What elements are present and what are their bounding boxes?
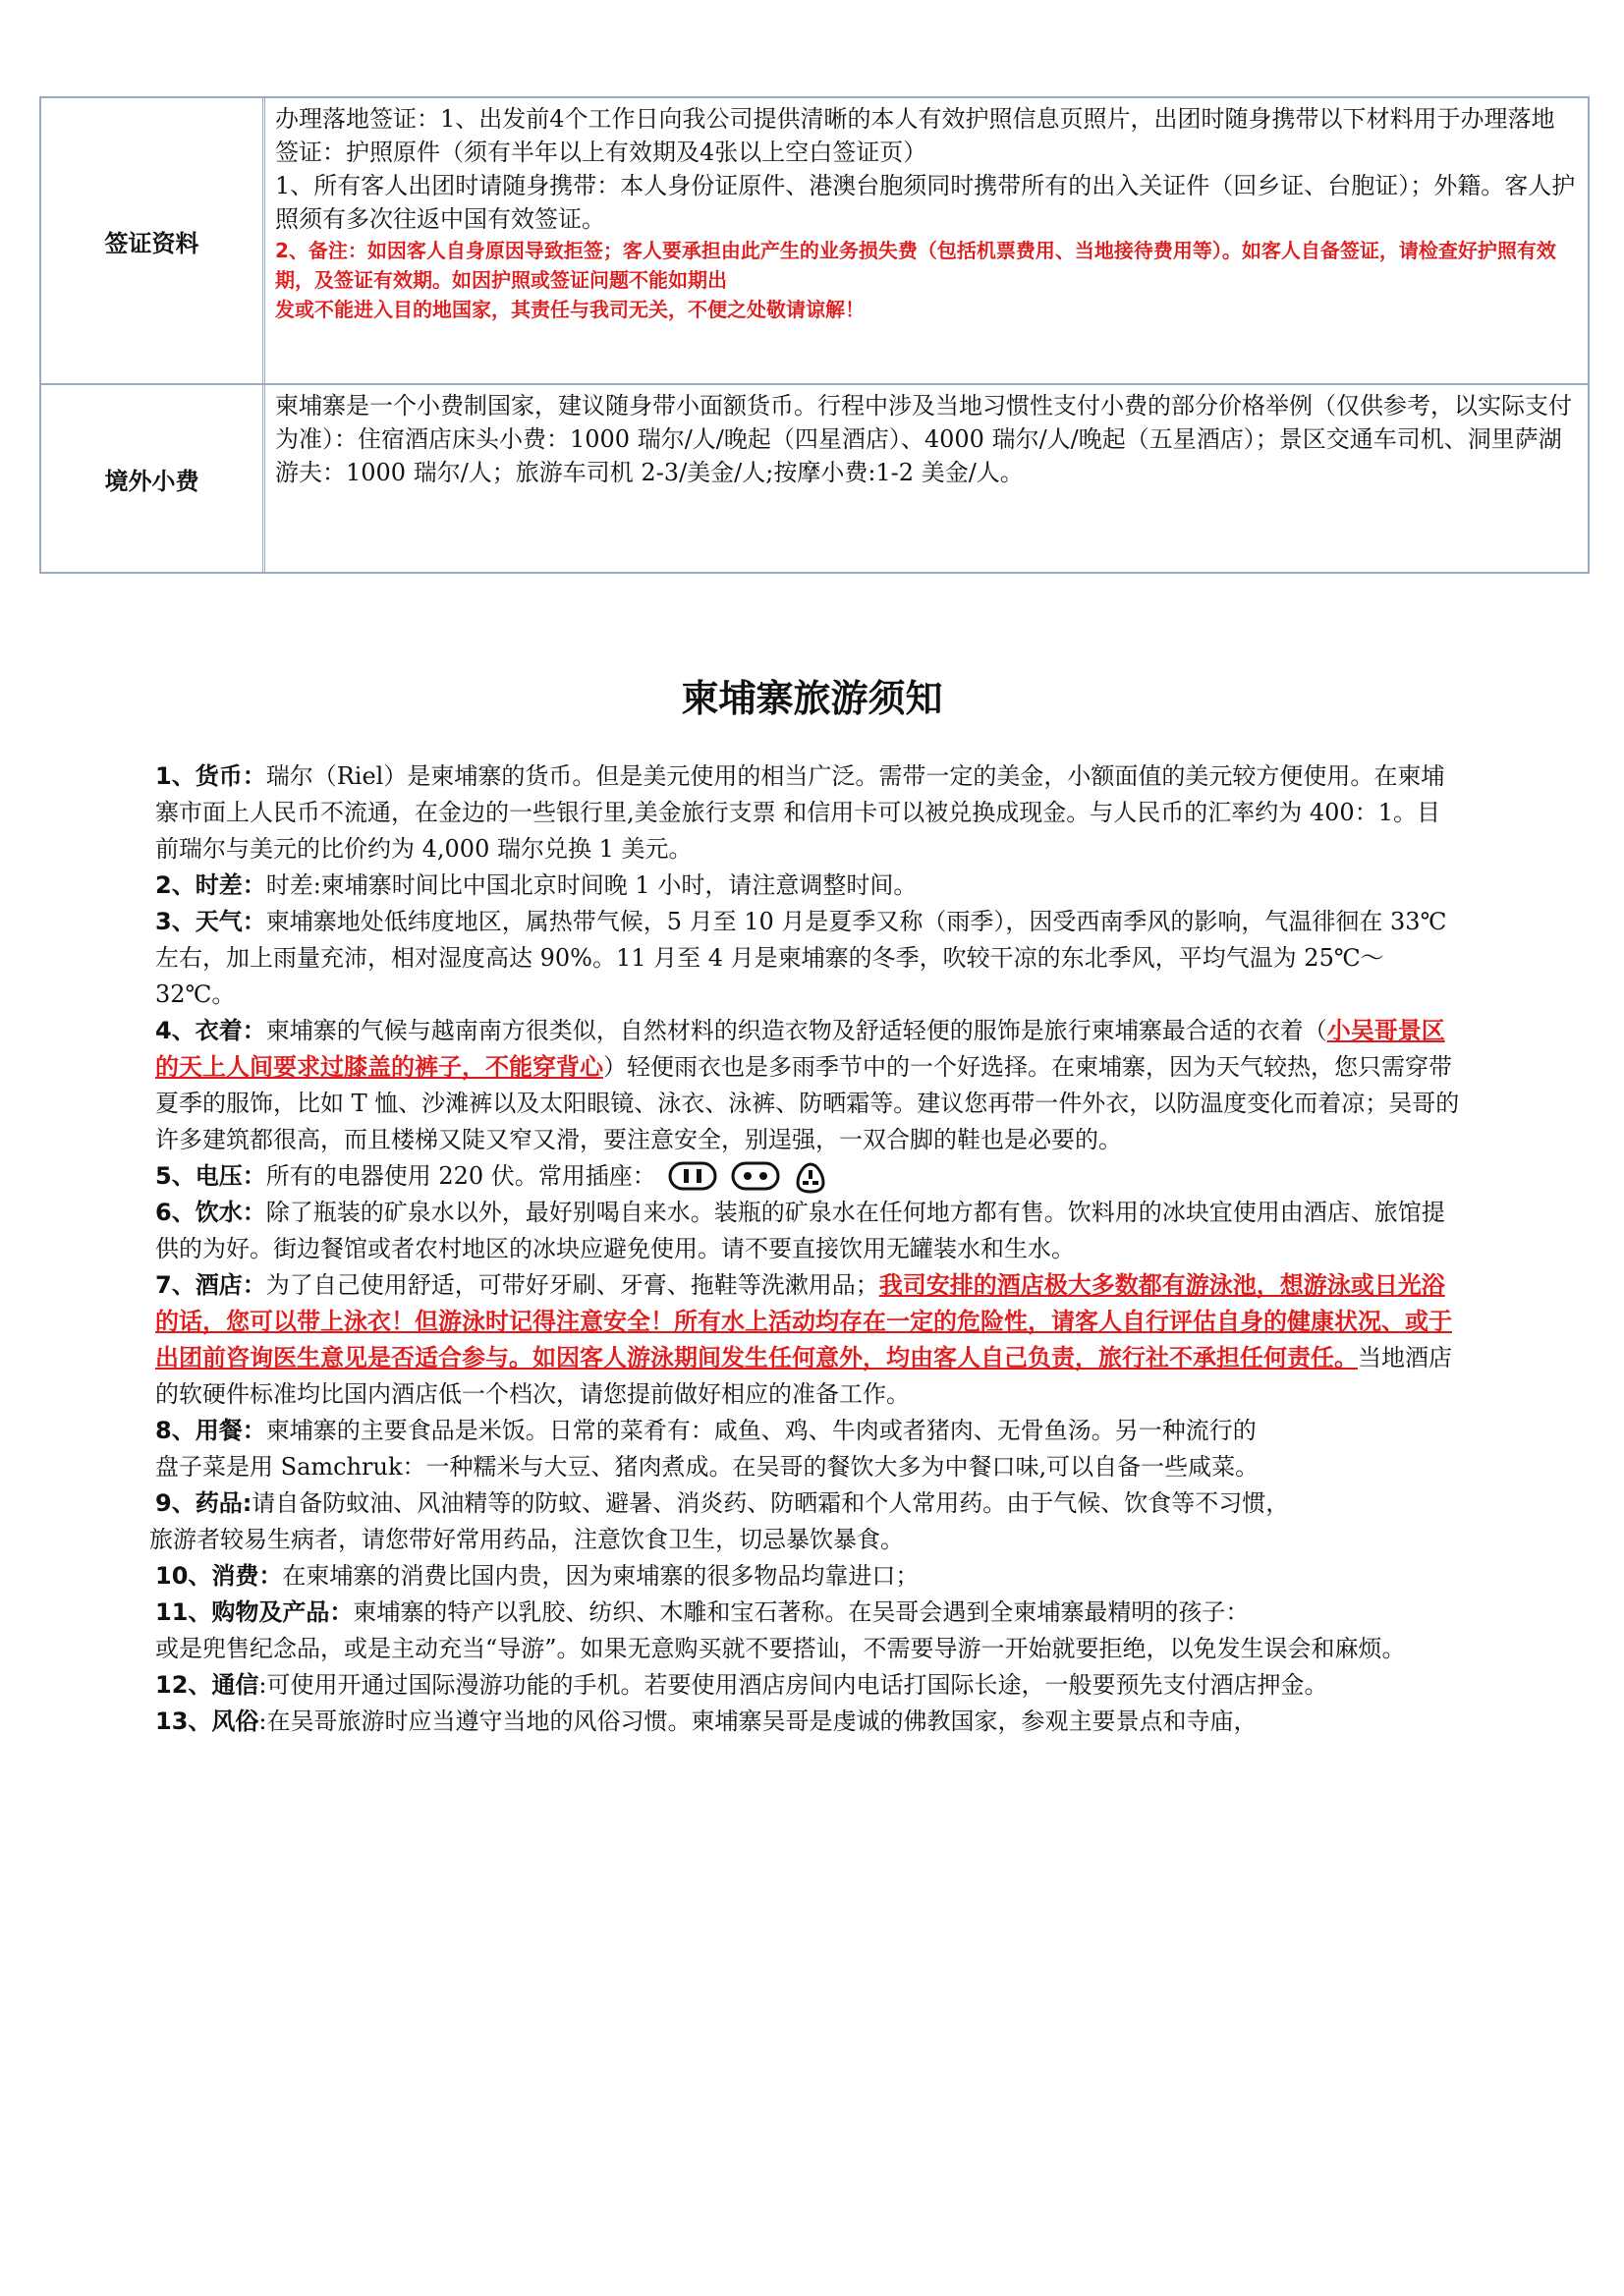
visa-label: 签证资料	[41, 98, 265, 383]
note-hotel	[155, 1267, 1462, 1413]
note-weather	[155, 904, 1462, 1013]
note-warning: 小吴哥景区的天上人间要求过膝盖的裤子，不能穿背心	[155, 1017, 1445, 1081]
note-heading: 13、风俗	[155, 1708, 259, 1735]
note-text: 除了瓶装的矿泉水以外，最好别喝自来水。装瓶的矿泉水在任何地方都有售。饮料用的冰块宜使用由酒店、旅馆提供的为好。街边餐馆或者农村地区的冰块应避免使用。请不要直接饮用无罐装水和生水。	[155, 1199, 1445, 1262]
note-clothing	[155, 1013, 1462, 1158]
note-text: :可使用开通过国际漫游功能的手机。若要使用酒店房间内电话打国际长途，一般要预先支付酒店押金。	[258, 1671, 1328, 1699]
note-dining-cont: 盘子菜是用 Samchruk：一种糯米与大豆、猪肉煮成。在吴哥的餐饮大多为中餐口味,可以自备一些咸菜。	[155, 1453, 1260, 1481]
note-heading: 7、酒店：	[155, 1271, 266, 1299]
note-voltage	[155, 1158, 1462, 1195]
note-heading: 8、用餐：	[155, 1417, 266, 1444]
note-customs	[155, 1704, 1462, 1740]
tips-content	[275, 389, 1578, 489]
note-heading: 1、货币：	[155, 762, 266, 790]
note-heading: 11、购物及产品：	[155, 1598, 354, 1626]
note-heading: 4、衣着：	[155, 1017, 266, 1044]
visa-warning-line: 2、备注：如因客人自身原因导致拒签；客人要承担由此产生的业务损失费（包括机票费用、当地接待费用等）。如客人自备签证，请检查好护照有效期，及签证有效期。如因护照或签证问题不能如期出	[275, 239, 1556, 292]
note-text: 柬埔寨的特产以乳胶、纺织、木雕和宝石著称。在吴哥会遇到全柬埔寨最精明的孩子：	[353, 1598, 1250, 1626]
note-heading: 3、天气：	[155, 908, 266, 935]
note-text: 为了自己使用舒适，可带好牙刷、牙膏、拖鞋等洗漱用品；	[265, 1271, 879, 1299]
note-time-difference	[155, 868, 1462, 904]
visa-row	[41, 98, 1588, 385]
note-heading: 10、消费：	[155, 1562, 283, 1590]
note-text: 柬埔寨的气候与越南南方很类似，自然材料的织造衣物及舒适轻便的服饰是旅行柬埔寨最合适的衣着（	[265, 1017, 1327, 1044]
note-communication	[155, 1667, 1462, 1704]
plug-two-round-pins-icon	[731, 1161, 780, 1191]
note-heading: 5、电压：	[155, 1162, 266, 1190]
tips-label: 境外小费	[41, 385, 265, 572]
visa-content	[275, 102, 1578, 324]
note-heading: 2、时差：	[155, 871, 266, 899]
note-heading: 9、药品:	[155, 1489, 252, 1517]
note-heading: 6、饮水：	[155, 1199, 266, 1226]
note-shopping-cont: 或是兜售纪念品，或是主动充当“导游”。如果无意购买就不要搭讪，不需要导游一开始就要拒绝，以免发生误会和麻烦。	[155, 1635, 1406, 1662]
note-text: 柬埔寨的主要食品是米饭。日常的菜肴有：咸鱼、鸡、牛肉或者猪肉、无骨鱼汤。另一种流行的	[265, 1417, 1257, 1444]
plug-icons	[668, 1161, 827, 1195]
note-spending	[155, 1558, 1462, 1595]
note-text: 柬埔寨地处低纬度地区，属热带气候，5 月至 10 月是夏季又称（雨季），因受西南季风的影响，气温徘徊在 33℃ 左右，加上雨量充沛，相对湿度高达 90%。11 月至 4 月是柬埔寨的冬季，吹较干凉的东北季风，平均气温为 25℃～32℃。	[155, 908, 1447, 1008]
note-drinking-water	[155, 1195, 1462, 1267]
page-title: 柬埔寨旅游须知	[681, 677, 943, 720]
note-medicine-cont: 旅游者较易生病者，请您带好常用药品，注意饮食卫生，切忌暴饮暴食。	[149, 1526, 904, 1553]
plug-two-flat-pins-icon	[668, 1161, 717, 1191]
visa-paragraph: 1、所有客人出团时请随身携带：本人身份证原件、港澳台胞须同时携带所有的出入关证件（回乡证、台胞证）；外籍。客人护照须有多次往返中国有效签证。	[275, 172, 1576, 233]
note-text: ）轻便雨衣也是多雨季节中的一个好选择。在柬埔寨，因为天气较热，您只需穿带夏季的服饰，比如 T 恤、沙滩裤以及太阳眼镜、泳衣、泳裤、防晒霜等。建议您再带一件外衣，以防温度变化而着凉；吴哥的许多建筑都很高，而且楼梯又陡又窄又滑，要注意安全，别逞强，一双合脚的鞋也是必要的。	[155, 1053, 1460, 1153]
note-currency	[155, 758, 1462, 868]
note-text: 请自备防蚊油、风油精等的防蚊、避暑、消炎药、防晒霜和个人常用药。由于气候、饮食等不习惯，	[252, 1489, 1290, 1517]
tips-row	[41, 385, 1588, 572]
note-warning: 我司安排的酒店极大多数都有游泳池，想游泳或日光浴的话，您可以带上泳衣！但游泳时记得注意安全！所有水上活动均存在一定的危险性，请客人自行评估自身的健康状况、或于出团前咨询医生意见是否适合参与。如因客人游泳期间发生任何意外，均由客人自己负责，旅行社不承担任何责任。	[155, 1271, 1452, 1372]
note-text: 在柬埔寨的消费比国内贵，因为柬埔寨的很多物品均靠进口；	[282, 1562, 920, 1590]
note-medicine	[155, 1485, 1462, 1522]
travel-notes	[149, 758, 1462, 1740]
note-text: 时差:柬埔寨时间比中国北京时间晚 1 小时，请注意调整时间。	[265, 871, 918, 899]
plug-three-pins-icon	[794, 1161, 827, 1195]
tips-paragraph: 柬埔寨是一个小费制国家，建议随身带小面额货币。行程中涉及当地习惯性支付小费的部分价格举例（仅供参考，以实际支付为准）：住宿酒店床头小费：1000 瑞尔/人/晚起（四星酒店）、4000 瑞尔/人/晚起（五星酒店）；景区交通车司机、洞里萨湖游夫：1000 瑞尔/人；旅游车司机 2-3/美金/人;按摩小费:1-2 美金/人。	[275, 392, 1572, 486]
note-text: 瑞尔（Riel）是柬埔寨的货币。但是美元使用的相当广泛。需带一定的美金，小额面值的美元较方便使用。在柬埔寨市面上人民币不流通，在金边的一些银行里,美金旅行支票 和信用卡可以被兑换成现金。与人民币的汇率约为 400：1。目前瑞尔与美元的比价约为 4,000 瑞尔兑换 1 美元。	[155, 762, 1445, 863]
note-text: 所有的电器使用 220 伏。常用插座：	[265, 1162, 656, 1190]
note-text: 当地酒店的软硬件标准均比国内酒店低一个档次，请您提前做好相应的准备工作。	[155, 1344, 1452, 1408]
note-heading: 12、通信	[155, 1671, 259, 1699]
note-text: :在吴哥旅游时应当遵守当地的风俗习惯。柬埔寨吴哥是虔诚的佛教国家，参观主要景点和寺庙，	[258, 1708, 1258, 1735]
note-shopping	[155, 1595, 1462, 1631]
visa-paragraph: 办理落地签证：1、出发前4个工作日向我公司提供清晰的本人有效护照信息页照片，出团时随身携带以下材料用于办理落地签证：护照原件（须有半年以上有效期及4张以上空白签证页）	[275, 105, 1555, 166]
visa-warning-line: 发或不能进入目的地国家，其责任与我司无关，不便之处敬请谅解！	[275, 298, 865, 321]
info-table	[39, 96, 1590, 574]
note-dining	[155, 1413, 1462, 1449]
